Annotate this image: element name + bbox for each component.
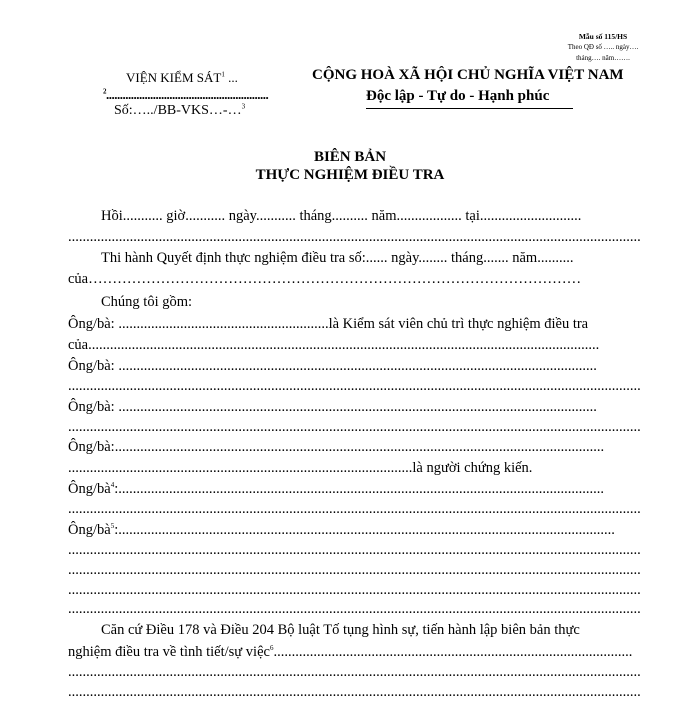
unit-dots: ........................................................... (106, 87, 269, 102)
witness-line: ...............................................................................................là người chứng kiến. (68, 460, 533, 476)
decision-issuer-line: của………………………………………………………………………………………… (68, 271, 582, 287)
time-place-line: Hồi........... giờ........... ngày........... tháng.......... năm.................. tại............................ (101, 208, 582, 224)
circumstance-cont-1: .............................................................................................................................................................. (68, 664, 641, 680)
prosecutor-agency-line: của............................................................................................................................................. (68, 337, 600, 353)
member-line-4-cont: .............................................................................................................................................................. (68, 501, 641, 517)
member-line-5-cont-2: .............................................................................................................................................................. (68, 562, 641, 578)
member-5-dots: :......................................................................................................................................... (114, 522, 615, 538)
circumstance-label: nghiệm điều tra về tình tiết/sự việc (68, 644, 270, 660)
nation-title: CỘNG HOÀ XÃ HỘI CHỦ NGHĨA VIỆT NAM (312, 67, 624, 83)
member-line-2-cont: .............................................................................................................................................................. (68, 419, 641, 435)
member-line-2: Ông/bà: .................................................................................................................................... (68, 399, 597, 415)
form-code (543, 31, 663, 64)
unit-footnote: 2 (103, 87, 106, 96)
form-decision: Theo QĐ số ….. ngày…. (567, 43, 639, 51)
form-date: tháng…. năm……. (576, 54, 630, 62)
document-title: BIÊN BẢN (313, 149, 387, 165)
member-line-4 (68, 479, 651, 499)
document-subtitle: THỰC NGHIỆM ĐIỀU TRA (255, 167, 445, 183)
document-number-footnote: 3 (241, 102, 246, 111)
agency-name (126, 70, 238, 86)
member-line-5-cont-1: .............................................................................................................................................................. (68, 542, 641, 558)
prosecutor-line: Ông/bà: ..........................................................là Kiểm sát viên chủ trì thực nghiệm điều tra (68, 316, 589, 332)
agency-suffix: ... (224, 70, 238, 85)
form-number: Mẫu số 115/HS (578, 32, 628, 41)
legal-basis-line: Căn cứ Điều 178 và Điều 204 Bộ luật Tố tụng hình sự, tiến hành lập biên bản thực (101, 622, 580, 638)
member-line-5 (68, 520, 651, 540)
national-motto: Độc lập - Tự do - Hạnh phúc (366, 88, 550, 104)
member-line-3: Ông/bà:....................................................................................................................................... (68, 439, 605, 455)
document-number (114, 103, 245, 119)
member-4-dots: :...................................................................................................................................... (114, 481, 604, 497)
decision-line: Thi hành Quyết định thực nghiệm điều tra số:...... ngày........ tháng....... năm.......... (101, 250, 574, 266)
circumstance-dots: ................................................................................................... (273, 644, 633, 660)
member-line-1-cont: .............................................................................................................................................................. (68, 378, 641, 394)
member-4-label: Ông/bà (68, 481, 111, 497)
member-5-label: Ông/bà (68, 522, 111, 538)
document-number-text: Số:…../BB-VKS…-… (114, 103, 242, 118)
unit-name-field (103, 87, 268, 103)
members-intro: Chúng tôi gồm: (101, 294, 193, 310)
circumstance-cont-2: .............................................................................................................................................................. (68, 684, 641, 700)
member-line-1: Ông/bà: .................................................................................................................................... (68, 358, 597, 374)
motto-underline (366, 108, 573, 109)
agency-text: VIỆN KIỂM SÁT (126, 70, 222, 85)
member-line-5-cont-4: .............................................................................................................................................................. (68, 601, 641, 617)
circumstance-line (68, 642, 651, 662)
circumstance-footnote: 6 (269, 644, 274, 653)
member-5-footnote: 5 (110, 522, 115, 531)
member-4-footnote: 4 (110, 481, 115, 490)
place-dots-line: .............................................................................................................................................................. (68, 229, 641, 245)
agency-footnote: 1 (221, 70, 225, 79)
member-line-5-cont-3: .............................................................................................................................................................. (68, 582, 641, 598)
